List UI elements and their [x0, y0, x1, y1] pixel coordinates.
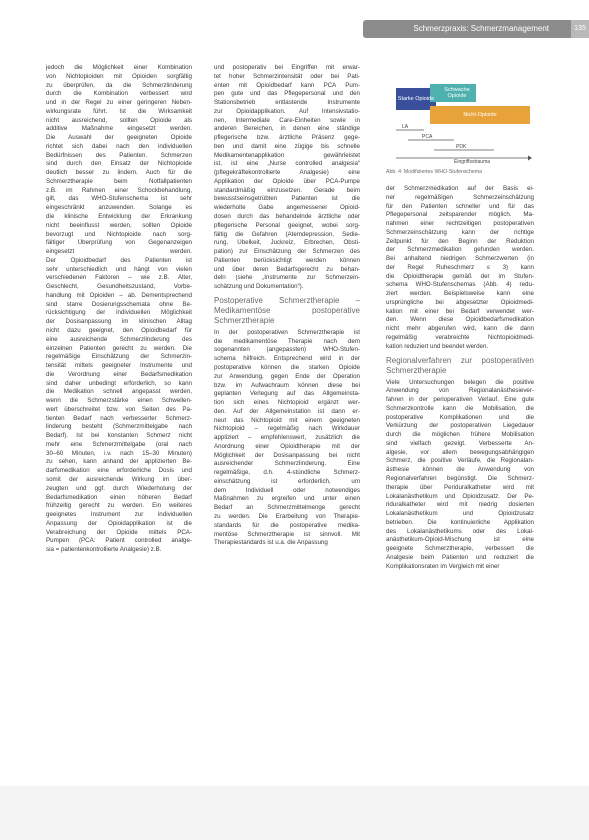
section-heading-regional: Regionalverfahren zur postoperativen Schmerztherapie — [386, 355, 534, 375]
text-line: Regionalverfahren begünstigt. Die Schmerz- — [386, 474, 534, 482]
running-header — [363, 20, 571, 38]
text-column-2 — [214, 64, 360, 548]
text-line: die Verordnung einer Bedarfsmedikation — [46, 370, 192, 378]
text-line: die Opioidtherapie gemäß der im Stufen- — [386, 272, 534, 280]
text-line: nen, Intermediate Care-Einheiten sowie in — [214, 116, 360, 124]
text-line: Therapiestandards ist u.a. die Anpassung — [214, 539, 328, 547]
text-line: eine ausreichende Schmerzlinderung des — [46, 335, 192, 343]
label-pdk: PDK — [456, 144, 467, 150]
text-line: bzw. im Aufwachraum können diese bei — [214, 381, 360, 389]
text-line: dosen durch das behandelnde ärztliche oder — [214, 213, 360, 221]
text-line: zur Opioidapplikation. Auf Intensivstatio- — [214, 107, 360, 115]
text-line: handlung mit Opioiden – ab. Dementsprechend — [46, 291, 192, 299]
text-line: 30–60 Minuten, i.v. nach 15–30 Minuten) — [46, 449, 192, 457]
text-column-3 — [386, 185, 534, 571]
text-line: schätzung und Dokumentation“). — [214, 283, 304, 291]
text-line: ziert werden. Beispielsweise kann eine — [386, 290, 534, 298]
column-2-section-body — [214, 329, 360, 548]
text-line: (pflegekräftekontrollierte Analgesie) eine — [214, 169, 360, 177]
text-line: tienten Bedarf nach verbesserter Schmerz- — [46, 414, 192, 422]
text-line: geeignete Schmerztherapie, verbessert die — [386, 545, 534, 553]
text-line: Bedürfnissen des Patienten. Schmerzen — [46, 151, 192, 159]
text-line: enten mit Opioidbedarf kann PCA Pum- — [214, 81, 360, 89]
text-line: Bedarf an Schmerzmittelmenge gerecht — [214, 504, 360, 512]
text-line: den. Wenn diese Opioidbedarfsmedikation — [386, 316, 534, 324]
text-line: fältiger Überprüfung von Gegenanzeigen — [46, 239, 192, 247]
who-stufenschema-figure — [394, 78, 532, 166]
text-line: ursprüngliche bei abgesetzter Opioidmedi- — [386, 298, 534, 306]
text-line: durch die möglichen frühere Mobilisation — [386, 431, 534, 439]
text-line: zu überprüfen, da die Schmerzlinderung — [46, 81, 192, 89]
text-line: pen gute und das Pflegepersonal und den — [214, 90, 360, 98]
text-line: zu sehen, kann anhand der applizierten Be- — [46, 458, 192, 466]
text-line: kation mit einer bei Bedarf verwendet wer- — [386, 307, 534, 315]
text-line: Schmerzeinschätzung kann der richtige — [386, 228, 534, 236]
text-line: anderen Bereichen, in denen eine ständige — [214, 125, 360, 133]
text-line: Lokalanästhetikum und Opioidzusatz — [386, 510, 534, 518]
text-line: Verabreichung der Opioide mittels PCA- — [46, 528, 192, 536]
text-line: geeignetes Instrument zur individuellen — [46, 511, 192, 519]
text-line: Pflegepersonal zeitsparender möglich. Ma- — [386, 211, 534, 219]
text-line: somit der ausreichende Wirkung im über- — [46, 475, 192, 483]
page-footer-band — [0, 786, 589, 840]
page-number: 135 — [574, 25, 586, 32]
text-line: linderung besteht (Schmerzmittelgabe nach — [46, 423, 192, 431]
text-line: Anordnung einer Opioidtherapie mit der — [214, 442, 360, 450]
text-line: eingesetzt werden. — [46, 248, 192, 256]
label-non-opioids: Nicht-Opioide — [463, 112, 497, 118]
text-line: Schmerzkontrolle kann die Mobilisation, die — [386, 404, 534, 412]
text-line: sind durch den Einsatz der Nichtopioide — [46, 160, 192, 168]
text-line: Analgesie beim Patienten und reduziert die — [386, 553, 534, 561]
text-line: Lokalanästhetikum und Opioidzusatz. Der Pe- — [386, 492, 534, 500]
text-line: zur Anwendung, gegen Ende der Operation — [214, 372, 360, 380]
text-line: standards für die postoperative medika- — [214, 521, 360, 529]
text-line: Anwendung von Regionalanästhesiever- — [386, 387, 534, 395]
text-line: deln (siehe „Instrumente zur Schmerzein- — [214, 274, 360, 282]
text-line: Geschlecht, Gesundheitszustand, Vorbe- — [46, 283, 192, 291]
text-line: Komplikationsraten im Vergleich mit einer — [386, 562, 500, 570]
text-line: sogenannten (angepassten) WHO-Stufen- — [214, 346, 360, 354]
text-line: sind daher unbedingt erforderlich, so kann — [46, 379, 192, 387]
text-line: neut das Nichtopioid mit einem geeigneten — [214, 416, 360, 424]
text-line: verschiedenen Faktoren – wie z.B. Alter, — [46, 274, 192, 282]
text-line: durch die Kombination verbessert wird — [46, 90, 192, 98]
text-line: der Regel Ruheschmerz ≤ 3) kann — [386, 263, 534, 271]
text-line: Bei anhaltend niedrigen Schmerzwerten (in — [386, 255, 534, 263]
text-line: der Schmerzmedikation gefunden werden. — [386, 246, 534, 254]
text-line: Patienten berücksichtigt werden können — [214, 256, 360, 264]
text-line: frühzeitig gerecht zu werden. Ein weiteres — [46, 502, 192, 510]
text-line: standardmäßig einzusetzen. Gerade beim — [214, 186, 360, 194]
text-line: Schmerz, die positive Verläufe, die Regionalan- — [386, 457, 534, 465]
text-line: wert überschreitet bzw. von Seiten des Pa- — [46, 405, 192, 413]
text-line: Die Auswahl der geeigneten Opioide — [46, 134, 192, 142]
text-line: nicht dazu geeignet, den Opioidbedarf für — [46, 326, 192, 334]
text-line: und über deren Bedarfsgerecht zu behan- — [214, 265, 360, 273]
text-line: regelmäßige, d.h. 4-stündliche Schmerz- — [214, 469, 360, 477]
figure-caption: Abb. 4: Modifiziertes WHO-Stufenschema — [386, 169, 483, 175]
text-line: appliziert – empfehlenswert, zusätzlich die — [214, 434, 360, 442]
text-line: Applikation der Opioide über PCA-Pumpe — [214, 177, 360, 185]
text-line: nicht ausreichend, sollten Opioide als — [46, 116, 192, 124]
text-line: Der Opioidbedarf des Patienten ist — [46, 256, 192, 264]
label-la: LA — [402, 124, 409, 130]
text-line: bevorzugt und Nichtopioide nach sorg- — [46, 230, 192, 238]
text-line: nicht mehr abgerufen wird, kann die dann — [386, 325, 534, 333]
text-line: dem Individuell oder notwendiges — [214, 486, 360, 494]
text-line: fältig die Gefahren (Atemdepression, Sedie- — [214, 230, 360, 238]
text-line: pation) zur Einschätzung der Schmerzen des — [214, 248, 360, 256]
text-line: die klinische Entwicklung der Erkrankung — [46, 213, 192, 221]
text-line: Pumpen (PCA: Patient controlled analge- — [46, 537, 192, 545]
text-line: die medikamentöse Therapie nach dem — [214, 337, 360, 345]
text-line: Bedarfsmedikation einen höheren Bedarf — [46, 493, 192, 501]
text-line: schema WHO-Stufenschemas (Abb. 4) redu- — [386, 281, 534, 289]
text-line: wirkungsrate führt. Ist die Wirksamkeit — [46, 107, 192, 115]
section-heading-postoperative: Postoperative Schmerztherapie – Medikamentöse postoperative Schmerztherapie — [214, 295, 360, 325]
text-line: tensität mittels geeigneter Instrumente und — [46, 362, 192, 370]
text-line: nahmen einer rechtzeitigen postoperativen — [386, 220, 534, 228]
header-title: Schmerzpraxis: Schmerzmanagement — [413, 24, 549, 33]
text-line: Zeitpunkt für den Beginn der Reduktion — [386, 237, 534, 245]
text-line: Möglichkeit der Dosisanpassung bei nicht — [214, 451, 360, 459]
text-line: rung, Übelkeit, Juckreiz, Erbrechen, Obsti- — [214, 239, 360, 247]
text-line: Bedarf). Ist bei konstanten Schmerz nicht — [46, 432, 192, 440]
text-line: der Dosisanpassung im klinischen Alltag — [46, 318, 192, 326]
text-line: postoperative Komplikationen und die — [386, 413, 534, 421]
text-line: sind starre Dosierungsschemata ohne Be- — [46, 300, 192, 308]
text-line: der Schmerzmedikation auf der Basis ei- — [386, 185, 534, 192]
text-line: mentöse Schmerztherapie ist sinnvoll. Mit — [214, 530, 360, 538]
text-line: jedoch die Möglichkeit einer Kombination — [46, 64, 192, 71]
text-line: pflegerische Personal geeignet, wobei sorg- — [214, 221, 360, 229]
text-line: ist, ist eine „Nurse controlled analgesia“ — [214, 160, 360, 168]
text-line: sehr unterschiedlich und hängt von vielen — [46, 265, 192, 273]
text-line: ausreichender Schmerzlinderung. Eine — [214, 460, 360, 468]
column-3-section-body — [386, 379, 534, 572]
text-line: Anpassung der Opioidapplikation ist die — [46, 519, 192, 527]
text-line: Schmerztherapie beim Notfallpatienten — [46, 177, 192, 185]
text-line: tet hoher Schmerzintensität oder bei Pati- — [214, 72, 360, 80]
text-column-1 — [46, 64, 192, 555]
text-line: und in der Regel zu einer geringeren Neben- — [46, 99, 192, 107]
text-line: die Medikation schnell angepasst werden, — [46, 388, 192, 396]
text-line: des Lokalanästhetikums oder des Lokal- — [386, 527, 534, 535]
text-line: ner regelmäßigen Schmerzeinschätzung — [386, 193, 534, 201]
text-line: Verkürzung der postoperativen Liegedauer — [386, 422, 534, 430]
page-number-tab — [571, 20, 589, 38]
text-line: therapie über Periduralkatheter wird mit — [386, 483, 534, 491]
text-line: wiederholte Gabe angemessener Opioid- — [214, 204, 360, 212]
text-line: pflegerische bzw. ärztliche Präsenz gege- — [214, 134, 360, 142]
text-line: von Nichtopioiden mit Opioiden sorgfältig — [46, 72, 192, 80]
label-pca: PCA — [422, 134, 433, 140]
text-line: kation reduziert und beendet werden. — [386, 342, 489, 350]
text-line: betrieben. Die kontinuierliche Applikation — [386, 518, 534, 526]
column-2-paragraph — [214, 64, 360, 292]
text-line: postoperative können die starken Opioide — [214, 363, 360, 371]
text-line: regelmäßige Einschätzung der Schmerzin- — [46, 353, 192, 361]
text-line: z.B. im Rahmen einer Schockbehandlung, — [46, 186, 192, 194]
text-line: mehr eine Schmerzmittelgabe (oral nach — [46, 440, 192, 448]
text-line: zeugten und ggf. durch Wiederholung der — [46, 484, 192, 492]
text-line: Maßnahmen zu ergreifen und unter einen — [214, 495, 360, 503]
label-weak-opioids: Schwache Opioide — [444, 87, 470, 99]
label-strong-opioids: Starke Opioide — [397, 96, 435, 102]
text-line: wenn die Schmerzstärke einen Schwellen- — [46, 397, 192, 405]
text-line: darfsmedikation eine erforderliche Dosis und — [46, 467, 192, 475]
text-line: schema hilfreich. Entsprechend wird in der — [214, 355, 360, 363]
text-line: bewusstseinsgetrübten Patienten ist die — [214, 195, 360, 203]
text-line: Stationsbetrieb entlastende Instrumente — [214, 99, 360, 107]
text-line: sia = patientenkontrollierte Analgesie) z.B. — [46, 546, 162, 554]
text-line: ästhesie können die Anwendung von — [386, 466, 534, 474]
text-line: Nichtopioid – regelmäßig nach Wirkdauer — [214, 425, 360, 433]
text-line: rücksichtigung der individuellen Möglichkeit — [46, 309, 192, 317]
text-line: tion sich eines Nichtopioid ergänzt wer- — [214, 399, 360, 407]
text-line: Viele Untersuchungen belegen die positive — [386, 378, 534, 386]
text-line: eingeschränkt anzuwenden. Solange es — [46, 204, 192, 212]
text-line: fahren in der perioperativen Verlauf. Eine gute — [386, 396, 534, 404]
text-line: und postoperativ bei Eingriffen mit erwar- — [214, 64, 360, 71]
text-line: riduralkatheter wird mit niedrig dosierten — [386, 501, 534, 509]
text-line: In der postoperativen Schmerztherapie ist — [214, 328, 360, 336]
text-line: deutlich besser zu lindern. Auch für die — [46, 169, 192, 177]
text-line: gilt, das WHO-Stufenschema ist sehr — [46, 195, 192, 203]
text-line: anästhetikum-Opioid-Mischung ist eine — [386, 536, 534, 544]
text-line: richtet sich dabei nach den individuellen — [46, 142, 192, 150]
text-line: einschätzung ist erforderlich, um — [214, 477, 360, 485]
text-line: ben und damit eine zügige bis schnelle — [214, 142, 360, 150]
text-line: den. Auf der Allgemeinstation ist dann er- — [214, 407, 360, 415]
text-line: additive Maßnahme eingesetzt werden. — [46, 125, 192, 133]
text-line: für den Patienten schneller und für das — [386, 202, 534, 210]
text-line: Medikamentenapplikation gewährleistet — [214, 151, 360, 159]
axis-arrowhead — [528, 156, 532, 161]
text-line: algesie, vor allem bewegungsabhängigen — [386, 448, 534, 456]
text-line: nicht beeinflusst werden, sollten Opioide — [46, 221, 192, 229]
column-3-paragraph — [386, 185, 534, 352]
text-line: geplanten Verlegung auf das Allgemeinsta- — [214, 390, 360, 398]
text-line: regelmäßig verabreichte Nichtopioidmedi- — [386, 334, 534, 342]
axis-label: Eingriffsstrauma — [454, 159, 491, 165]
text-line: einzelnen Patienten gerecht zu werden. Die — [46, 344, 192, 352]
text-line: zu werden. Die Erarbeitung von Therapie- — [214, 512, 360, 520]
text-line: sind vielfach gezeigt. Verbesserte An- — [386, 439, 534, 447]
